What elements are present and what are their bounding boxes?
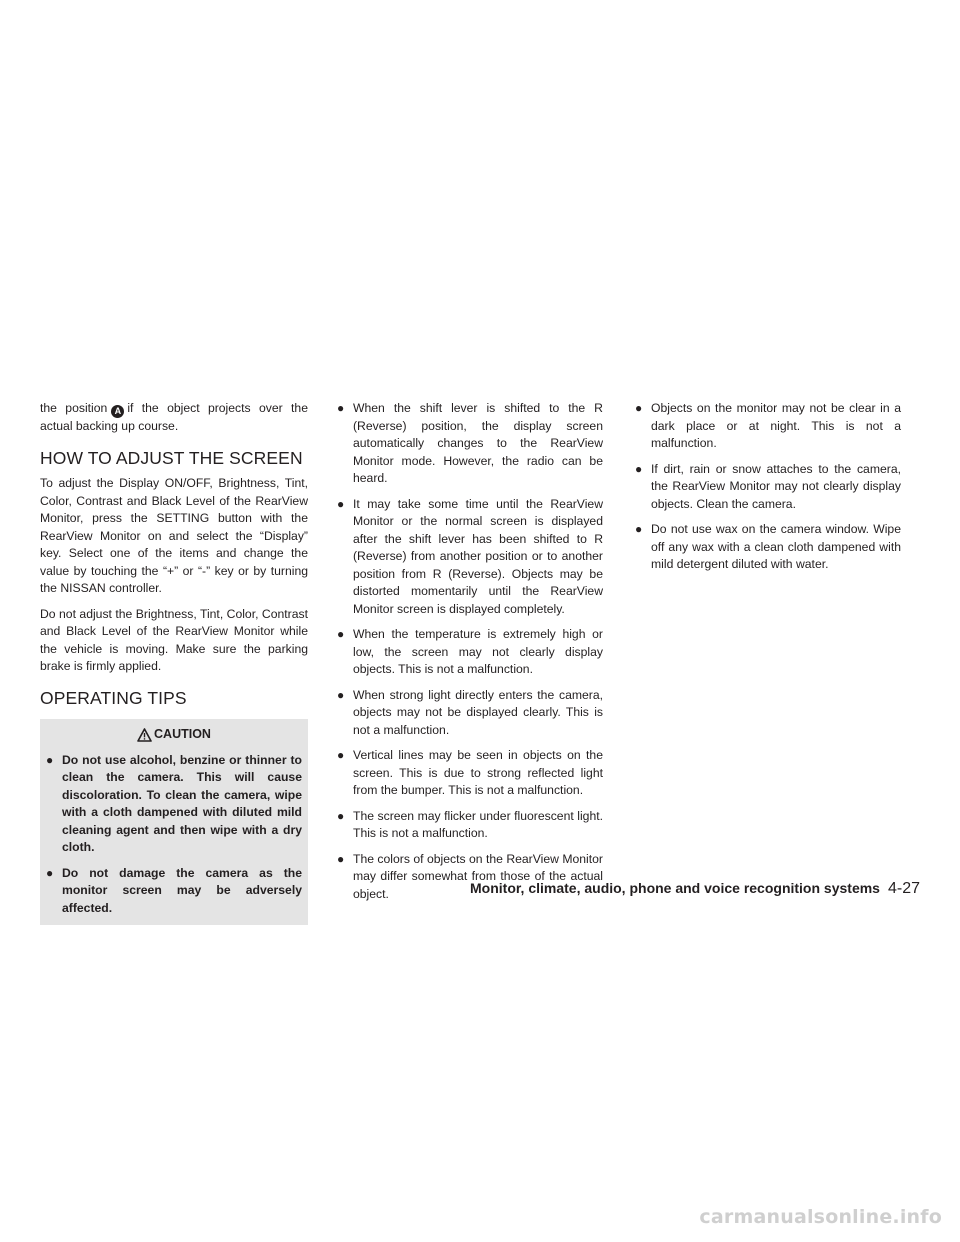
bullet-icon: ● (46, 752, 54, 767)
page-footer (470, 880, 920, 898)
tip-item (337, 400, 603, 488)
bullet-icon: ● (337, 627, 345, 641)
intro-text-pre: the position (40, 401, 108, 415)
tip-item (635, 400, 901, 453)
tip-item-text: When strong light directly enters the camera, objects may not be displayed clearly. This is not a malfunction. (353, 687, 603, 737)
tip-item-text: Do not use wax on the camera window. Wipe off any wax with a clean cloth dampened with mild detergent diluted with water. (651, 522, 901, 571)
heading-adjust-screen: HOW TO ADJUST THE SCREEN (40, 447, 303, 468)
adjust-paragraph-1: To adjust the Display ON/OFF, Brightness, Tint, Color, Contrast and Black Level of the RearView Monitor, press the SETTING button with the RearView Monitor on and select the “Display” key. Select one of the items and change the value by touching the “+” or “-” key or by turning the NISSAN controller. (40, 476, 308, 595)
caution-box (40, 719, 308, 925)
caution-title: CAUTION (154, 727, 211, 741)
warning-triangle-icon (137, 728, 152, 742)
caution-item-text: Do not damage the camera as the monitor screen may be adversely affected. (62, 865, 302, 915)
tip-item-text: The screen may flicker under fluorescent light. This is not a malfunction. (353, 808, 603, 840)
tip-item (337, 808, 603, 843)
caution-item (46, 752, 302, 857)
tip-item-text: The colors of objects on the RearView Monitor may differ somewhat from those of the actual object. (353, 851, 603, 901)
column-middle (337, 400, 603, 911)
tip-item-text: When the shift lever is shifted to the R (Reverse) position, the display screen automatically changes to the RearView Monitor mode. However, the radio can be heard. (353, 401, 603, 485)
bullet-icon: ● (337, 496, 345, 511)
tip-item-text: If dirt, rain or snow attaches to the camera, the RearView Monitor may not clearly display objects. Clean the camera. (651, 461, 901, 511)
tip-item-text: It may take some time until the RearView Monitor or the normal screen is displayed after the shift lever has been shifted to R (Reverse) from another position or to another position from R (Reverse). Objects may be distorted momentarily until the RearView Monitor screen is displayed completely. (353, 496, 603, 616)
tip-item (337, 687, 603, 740)
bullet-icon: ● (337, 808, 345, 823)
tip-item-text: Vertical lines may be seen in objects on the screen. This is due to strong reflected light from the bumper. This is not a malfunction. (353, 748, 603, 797)
page-number: 4-27 (887, 880, 920, 897)
bullet-icon: ● (635, 401, 643, 415)
intro-paragraph (40, 400, 308, 436)
adjust-paragraph-2: Do not adjust the Brightness, Tint, Color, Contrast and Black Level of the RearView Monitor while the vehicle is moving. Make sure the parking brake is firmly applied. (40, 606, 308, 673)
footer-section-title: Monitor, climate, audio, phone and voice recognition systems (470, 880, 880, 896)
bullet-icon: ● (635, 461, 643, 476)
heading-operating-tips: OPERATING TIPS (40, 687, 187, 708)
bullet-icon: ● (635, 522, 643, 536)
column-right (635, 400, 901, 582)
bullet-icon: ● (337, 687, 345, 702)
intro-text-post: if the object projects over the actual backing up course. (40, 401, 308, 433)
caution-item (46, 865, 302, 918)
tip-item (337, 496, 603, 619)
bullet-icon: ● (337, 401, 345, 415)
caution-item-text: Do not use alcohol, benzine or thinner to clean the camera. This will cause discoloration. To clean the camera, wipe with a cloth dampened with diluted mild cleaning agent and then wipe with a dry cloth. (62, 752, 302, 854)
column-left (40, 400, 308, 925)
tip-item (635, 521, 901, 574)
circled-a-icon: A (111, 405, 124, 418)
tip-item-text: When the temperature is extremely high or low, the screen may not clearly display objects. This is not a malfunction. (353, 627, 603, 676)
watermark: carmanualsonline.info (699, 1206, 942, 1228)
tip-item (337, 747, 603, 800)
tip-item-text: Objects on the monitor may not be clear in a dark place or at night. This is not a malfunction. (651, 401, 901, 450)
bullet-icon: ● (337, 851, 345, 866)
tip-item (635, 461, 901, 514)
caution-header (46, 726, 302, 744)
bullet-icon: ● (46, 865, 54, 880)
tip-item (337, 626, 603, 679)
bullet-icon: ● (337, 748, 345, 762)
